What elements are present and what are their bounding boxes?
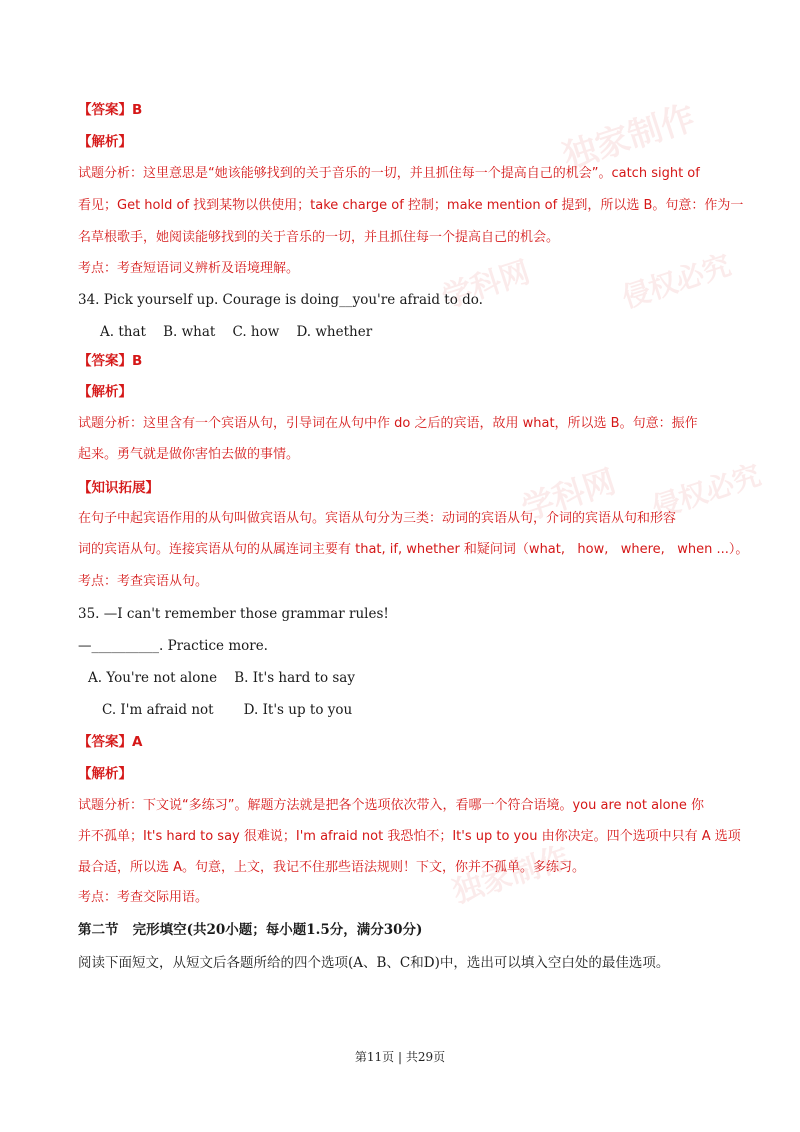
- q35-stem-2: —__________. Practice more.: [78, 638, 268, 654]
- q34-knowledge-line-1: 在句子中起宾语作用的从句叫做宾语从句。宾语从句分为三类：动词的宾语从句，介词的宾语从句和形容: [78, 511, 677, 526]
- answer-label: 【答案】B: [78, 102, 143, 118]
- analysis-label: 【解析】: [78, 134, 132, 150]
- q35-options-1: A. You're not alone B. It's hard to say: [88, 670, 355, 686]
- q35-analysis-line-1: 试题分析：下文说“多练习”。解题方法就是把各个选项依次带入，看哪一个符合语境。you are not alone 你: [78, 798, 704, 813]
- q35-kaodian: 考点：考查交际用语。: [78, 890, 209, 905]
- q34-analysis-line-1: 试题分析：这里含有一个宾语从句，引导词在从句中作 do 之后的宾语，故用 what，所以选 B。句意：振作: [78, 416, 698, 431]
- answer-label: 【答案】A: [78, 734, 143, 750]
- q34-analysis-line-2: 起来。勇气就是做你害怕去做的事情。: [78, 447, 300, 462]
- q35-stem-1: 35. —I can't remember those grammar rules!: [78, 606, 389, 622]
- q34-kaodian: 考点：考查宾语从句。: [78, 574, 209, 589]
- page-footer: 第11页 | 共29页: [354, 1050, 446, 1064]
- watermark: 独家制作: [558, 97, 700, 178]
- q33-kaodian: 考点：考查短语词义辨析及语境理解。: [78, 261, 300, 276]
- watermark: 独家制作: [448, 840, 574, 911]
- watermark: 学科网: [517, 461, 621, 528]
- q34-options: A. that B. what C. how D. whether: [100, 324, 373, 340]
- answer-label: 【答案】B: [78, 353, 143, 369]
- analysis-label: 【解析】: [78, 766, 132, 782]
- watermark: 学科网: [437, 254, 535, 316]
- watermark: 侵权必究: [648, 458, 765, 525]
- q33-analysis-line-1: 试题分析：这里意思是“她该能够找到的关于音乐的一切，并且抓住每一个提高自己的机会”。catch sight of: [78, 166, 700, 181]
- section-instruction: 阅读下面短文，从短文后各题所给的四个选项(A、B、C和D)中，选出可以填入空白处的最佳选项。: [78, 955, 670, 971]
- q35-options-2: C. I'm afraid not D. It's up to you: [102, 702, 353, 718]
- q33-analysis-line-3: 名草根歌手，她阅读能够找到的关于音乐的一切，并且抓住每一个提高自己的机会。: [78, 230, 560, 245]
- q34-stem: 34. Pick yourself up. Courage is doing__you're afraid to do.: [78, 292, 483, 308]
- watermark: 侵权必究: [618, 248, 735, 315]
- knowledge-label: 【知识拓展】: [78, 480, 159, 496]
- analysis-label: 【解析】: [78, 384, 132, 400]
- q35-analysis-line-2: 并不孤单；It's hard to say 很难说；I'm afraid not 我恐怕不；It's up to you 由你决定。四个选项中只有 A 选项: [78, 829, 741, 844]
- section-title: 第二节 完形填空(共20小题；每小题1.5分，满分30分): [78, 922, 423, 938]
- q33-analysis-line-2: 看见；Get hold of 找到某物以供使用；take charge of 控制；make mention of 提到，所以选 B。句意：作为一: [78, 198, 744, 213]
- q35-analysis-line-3: 最合适，所以选 A。句意，上文，我记不住那些语法规则！下文，你并不孤单。多练习。: [78, 860, 586, 875]
- q34-knowledge-line-2: 词的宾语从句。连接宾语从句的从属连词主要有 that, if, whether 和疑问词（what, how, where, when ...）。: [78, 542, 749, 557]
